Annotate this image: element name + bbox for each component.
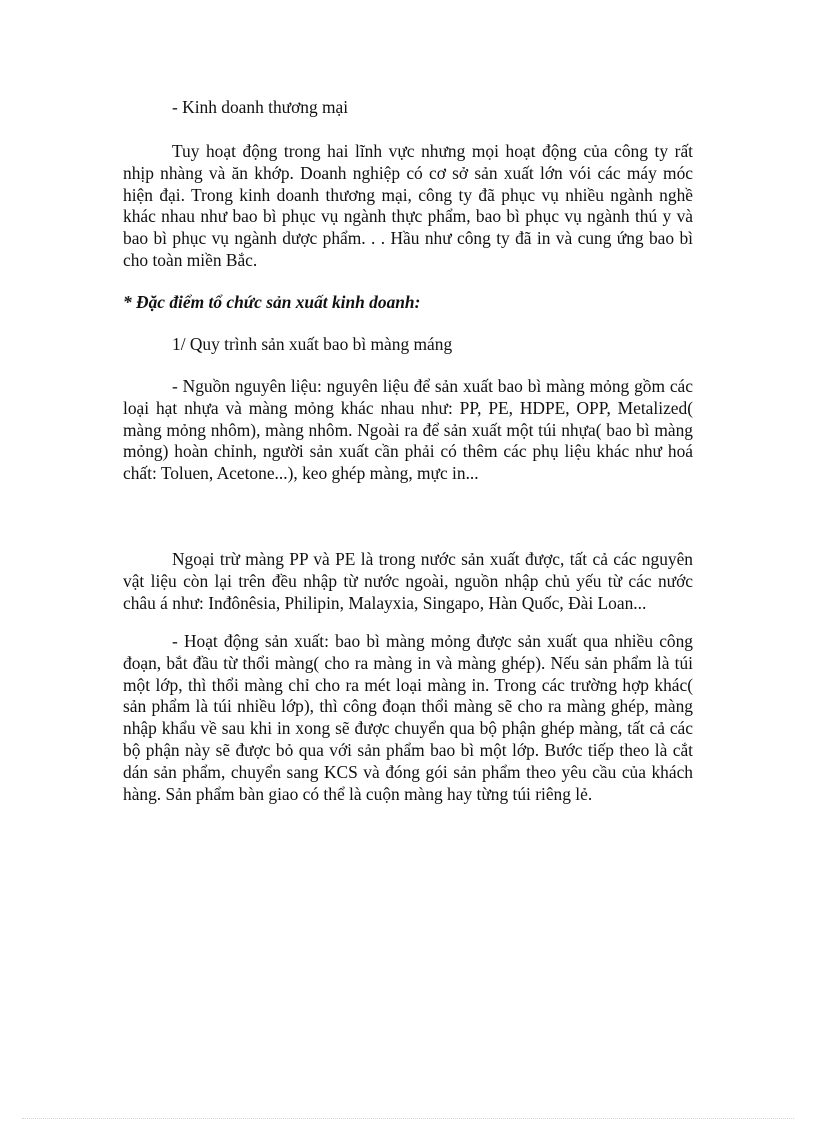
subsection-title: 1/ Quy trình sản xuất bao bì màng máng <box>172 334 453 354</box>
paragraph-production: - Hoạt động sản xuất: bao bì màng mỏng được sản xuất qua nhiều công đoạn, bắt đầu từ thổi màng( cho ra màng in và màng ghép). Nếu sản phẩm là túi một lớp, thì thổi màng chỉ cho ra mét loại màng in. Trong các trường hợp khác( sản phẩm là túi nhiều lớp), thì công đoạn thổi màng sẽ cho ra màng ghép, màng nhập khẩu về sau khi in xong sẽ được chuyển qua bộ phận ghép màng, tất cả các bộ phận này sẽ được bỏ qua với sản phẩm bao bì một lớp. Bước tiếp theo là cắt dán sản phẩm, chuyển sang KCS và đóng gói sản phẩm theo yêu cầu của khách hàng. Sản phẩm bàn giao có thể là cuộn màng hay từng túi riêng lẻ. <box>123 631 693 804</box>
document-body <box>123 141 693 272</box>
paragraph-raw-materials: - Nguồn nguyên liệu: nguyên liệu để sản xuất bao bì màng mỏng gồm các loại hạt nhựa và màng mỏng khác nhau như: PP, PE, HDPE, OPP, Metalized( màng mỏng nhôm), màng nhôm. Ngoài ra để sản xuất một túi nhựa( bao bì màng mỏng) hoàn chỉnh, người sản xuất cần phải có thêm các phụ liệu khác như hoá chất: Toluen, Acetone...), keo ghép màng, mực in... <box>123 376 693 484</box>
document-body <box>123 334 693 356</box>
paragraph-imports: Ngoại trừ màng PP và PE là trong nước sản xuất được, tất cả các nguyên vật liệu còn lại trên đều nhập từ nước ngoài, nguồn nhập chủ yếu từ các nước châu á như: Inđônêsia, Philipin, Malayxia, Singapo, Hàn Quốc, Đài Loan... <box>123 549 693 613</box>
document-body <box>123 376 693 485</box>
document-body <box>123 549 693 614</box>
section-line-kinh-doanh: - Kinh doanh thương mại <box>172 97 349 117</box>
document-body <box>123 97 693 119</box>
document-body <box>123 631 693 805</box>
section-heading: * Đặc điểm tổ chức sản xuất kinh doanh: <box>123 292 421 312</box>
page-bottom-divider <box>22 1118 794 1119</box>
document-body <box>123 292 693 314</box>
paragraph-overview: Tuy hoạt động trong hai lĩnh vực nhưng mọi hoạt động của công ty rất nhịp nhàng và ăn khớp. Doanh nghiệp có cơ sở sản xuất lớn vói các máy móc hiện đại. Trong kinh doanh thương mại, công ty đã phục vụ nhiều ngành nghề khác nhau như bao bì phục vụ ngành thực phẩm, bao bì phục vụ ngành thú y và bao bì phục vụ ngành dược phẩm. . . Hầu như công ty đã in và cung ứng bao bì cho toàn miền Bắc. <box>123 141 693 270</box>
